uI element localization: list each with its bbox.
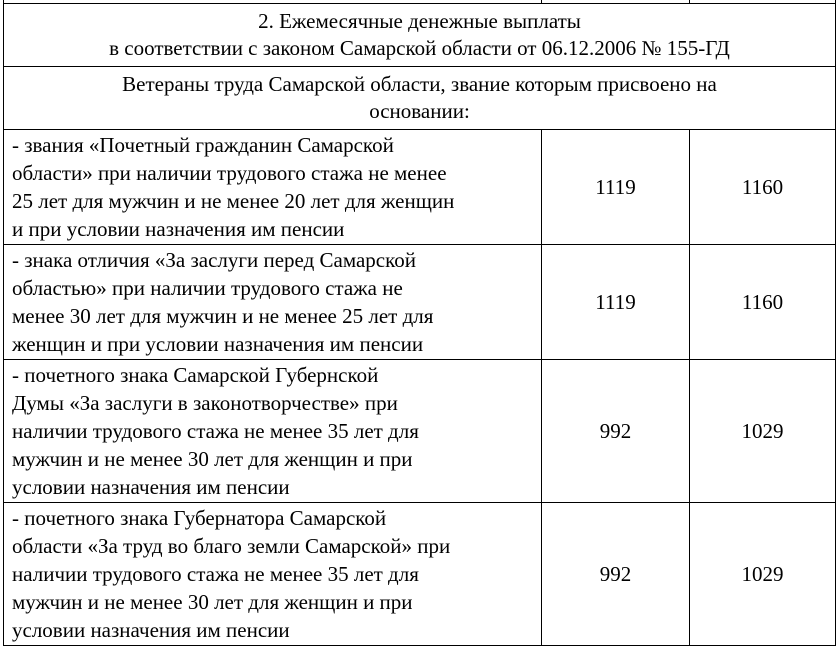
table-row [4, 245, 836, 360]
description-line: областью» при наличии трудового стажа не [12, 276, 403, 300]
row-value-1: 992 [542, 503, 690, 646]
row-description [4, 503, 542, 646]
description-line: мужчин и не менее 30 лет для женщин и при [12, 590, 413, 614]
description-line: женщин и при условии назначения им пенсии [12, 332, 424, 356]
section-title-line1: 2. Ежемесячные денежные выплаты [258, 9, 581, 33]
description-line: условии назначения им пенсии [12, 475, 290, 499]
table-row [4, 130, 836, 245]
row-value-2: 1160 [690, 130, 836, 245]
description-line: - почетного знака Губернатора Самарской [12, 506, 387, 530]
row-description [4, 360, 542, 503]
description-line: области» при наличии трудового стажа не менее [12, 161, 447, 185]
row-value-1: 1119 [542, 130, 690, 245]
subtitle-row [4, 67, 836, 130]
section-header-row [4, 4, 836, 67]
section-title-line2: в соответствии с законом Самарской области от 06.12.2006 № 155-ГД [109, 36, 730, 60]
description-line: и при условии назначения им пенсии [12, 217, 345, 241]
description-line: наличии трудового стажа не менее 35 лет для [12, 419, 419, 443]
description-line: - почетного знака Самарской Губернской [12, 363, 379, 387]
description-line: наличии трудового стажа не менее 35 лет для [12, 562, 419, 586]
table-row [4, 360, 836, 503]
description-line: 25 лет для мужчин и не менее 20 лет для женщин [12, 189, 455, 213]
row-value-2: 1160 [690, 245, 836, 360]
row-value-1: 992 [542, 360, 690, 503]
subtitle-line2: основании: [369, 99, 470, 123]
row-description [4, 245, 542, 360]
row-value-2: 1029 [690, 360, 836, 503]
description-line: менее 30 лет для мужчин и не менее 25 лет для [12, 304, 434, 328]
table-row [4, 503, 836, 646]
description-line: - знака отличия «За заслуги перед Самарской [12, 248, 416, 272]
description-line: области «За труд во благо земли Самарской» при [12, 534, 451, 558]
description-line: Думы «За заслуги в законотворчестве» при [12, 391, 398, 415]
row-value-2: 1029 [690, 503, 836, 646]
description-line: условии назначения им пенсии [12, 618, 290, 642]
description-line: мужчин и не менее 30 лет для женщин и при [12, 447, 413, 471]
subtitle-cell [4, 67, 836, 130]
description-line: - звания «Почетный гражданин Самарской [12, 133, 394, 157]
section-header-cell [4, 4, 836, 67]
payments-table [3, 0, 836, 646]
row-value-1: 1119 [542, 245, 690, 360]
subtitle-line1: Ветераны труда Самарской области, звание которым присвоено на [122, 72, 717, 96]
row-description [4, 130, 542, 245]
